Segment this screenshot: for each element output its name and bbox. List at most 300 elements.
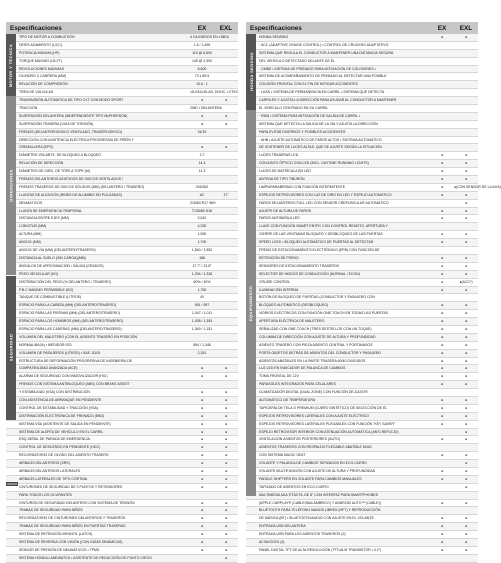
spec-value-ex (190, 334, 214, 341)
table-row (246, 373, 478, 381)
spec-label: COMPATIBILIDAD AVANZADA (ACE) (19, 366, 78, 371)
specs-table-right (246, 22, 501, 563)
spec-label: AIRBAGS LATERALES DE TIPO CORTINA (19, 476, 88, 481)
spec-value-ex: ● (200, 547, 204, 552)
spec-label: LIMPIAPARABRISAS CON FUNCIÓN INTERMITENTE (259, 184, 346, 189)
spec-label: PORTA OBJETOS DETRÁS DE ASIENTOS DEL CONDUCTOR Y PASAJERO (259, 350, 382, 355)
spec-value-exl: ● (464, 255, 468, 260)
spec-value-ex (430, 89, 454, 96)
table-row (6, 555, 238, 563)
spec-value-ex: ● (200, 145, 204, 150)
spec-value-ex (430, 492, 454, 499)
spec-label: ALTURA (MM) (19, 232, 42, 237)
spec-value-ex (430, 507, 454, 514)
spec-value-exl: ● (464, 326, 468, 331)
table-row (6, 263, 238, 271)
table-row (246, 279, 478, 287)
spec-value-exl (214, 263, 238, 270)
spec-value-exl: ● (224, 374, 228, 379)
spec-value-exl: ● (464, 366, 468, 371)
table-row (6, 81, 238, 89)
spec-label: SISTEMA HONDA LANEWATCH • ASISTENTE DE REDUCCIÓN DE PUNTO CIEGO (19, 555, 152, 560)
spec-value-ex: 2WD • DELANTERA (190, 106, 222, 111)
spec-value-exl: ● (464, 532, 468, 537)
spec-value-ex (430, 129, 454, 136)
spec-label: MULTIMEDIA MULTITÁCTIL DE 8" CON INTERFAZ PARA SMARTPHONES (259, 492, 378, 497)
table-row (6, 287, 238, 295)
table-row (6, 444, 238, 452)
spec-value-exl: ● (464, 461, 468, 466)
table-row (246, 247, 478, 255)
spec-value-ex: ● (440, 350, 444, 355)
table-row (6, 365, 238, 373)
spec-label: FRENO DE ESTACIONAMIENTO ELECTRÓNICO (EPB) CON FUNCIÓN DE (259, 248, 380, 253)
table-row (246, 397, 478, 405)
spec-label: BOTÓN DE BLOQUEO DE PUERTAS (CONDUCTOR Y PASAJERO CON (259, 295, 375, 300)
spec-value-exl: ● (464, 192, 468, 197)
spec-label: SPEED LOCK • BLOQUEO AUTOMÁTICO DE PUERTAS AL DETECTAR (259, 240, 374, 245)
spec-value-exl (454, 81, 478, 88)
spec-value-ex: 1,294 / 1,326 (191, 271, 213, 276)
spec-value-exl (214, 231, 238, 238)
spec-value-ex: ● (200, 437, 204, 442)
spec-label: TOMA FRONTAL DE 12V (259, 374, 299, 379)
spec-value-exl (454, 247, 478, 254)
spec-value-exl: ● (224, 145, 228, 150)
spec-value-exl (214, 279, 238, 286)
spec-value-ex: ● (200, 532, 204, 537)
spec-label: CINTURÓN DE SEGURIDAD DELANTERO CON SISTEMA DE TENSIÓN (19, 500, 135, 505)
spec-label: FAROS DELANTEROS FULL LED CON SENSOR CREPUSCULAR AUTOMÁTICO (259, 200, 389, 205)
table-row (246, 444, 478, 452)
spec-value-ex: 1,760 (197, 287, 207, 292)
table-row (6, 192, 238, 200)
spec-value-exl: ● (464, 208, 468, 213)
spec-value-exl (214, 247, 238, 254)
spec-label: ESPEJOS RETROVISORES LATERALES CON AJUSTE ELÉCTRICO (259, 413, 369, 418)
table-row (6, 429, 238, 437)
spec-value-exl: ● (224, 437, 228, 442)
spec-label: SUSPENSIÓN DELANTERA (INDEPENDIENTE TIPO McPHERSON) (19, 113, 128, 118)
specs-table-left (6, 22, 238, 563)
spec-value-ex: ● (200, 397, 204, 402)
spec-label: APERTURA ELÉCTRICA DE MALETERO (259, 319, 325, 324)
spec-value-exl: ● (224, 366, 228, 371)
spec-value-ex: ● (200, 429, 204, 434)
spec-value-ex: 2,261 (197, 350, 207, 355)
spec-label: AIRBAGS DELANTEROS LATERALES (19, 468, 81, 473)
spec-value-exl: ● (224, 468, 228, 473)
table-row (6, 231, 238, 239)
table-row (246, 523, 478, 531)
table-row (246, 160, 478, 168)
spec-value-ex (430, 42, 454, 49)
spec-value-exl (214, 81, 238, 88)
spec-value-exl: ● (464, 153, 468, 158)
spec-value-exl (454, 113, 478, 120)
spec-value-ex: ● (440, 232, 444, 237)
spec-label: · LKAS • SISTEMA DE PERMANENCIA EN CARRIL • SISTEMA QUE DETECTA (259, 90, 385, 95)
spec-label: TRACCIÓN (19, 106, 38, 111)
spec-label: FRENOS CON SISTEMA ANTIBLOQUEO (ABS) CON BRAKE ASSIST (19, 382, 130, 387)
spec-value-ex (430, 105, 454, 112)
spec-label: DISTANCIA AL SUELO (SIN CARGA)(MM) (19, 255, 86, 260)
table-row (6, 89, 238, 97)
spec-label: TAPIZADO DE ASIENTOS EN ECO-CUERO (259, 484, 329, 489)
table-row (6, 389, 238, 397)
spec-label: ANCHO (MM) (19, 240, 41, 245)
spec-value-ex (430, 444, 454, 451)
spec-value-exl: ● (464, 476, 468, 481)
spec-label: CRUISE CONTROL (259, 279, 291, 284)
spec-value-exl (214, 160, 238, 167)
spec-value-exl (214, 271, 238, 278)
spec-value-exl: ● (224, 484, 228, 489)
spec-label: RELACIÓN DE COMPRESIÓN (19, 82, 68, 87)
spec-value-exl: ● (464, 358, 468, 363)
spec-value-ex: ● (440, 374, 444, 379)
table-row (6, 373, 238, 381)
table-row (246, 231, 478, 239)
spec-label: DIÁMETRO VOLANTE, DE BLOQUEO A BLOQUEO (19, 153, 102, 158)
spec-value-ex (430, 97, 454, 104)
spec-value-ex (430, 144, 454, 151)
table-row (6, 113, 238, 121)
spec-value-exl: ● (464, 177, 468, 182)
table-row (6, 468, 238, 476)
spec-value-ex: ● (440, 437, 444, 442)
table-row (246, 176, 478, 184)
spec-label: COLUMNA DE DIRECCIÓN CON AJUSTE DE ALTURA Y PROFUNDIDAD (259, 334, 376, 339)
table-row (6, 334, 238, 342)
spec-value-exl (214, 137, 238, 144)
spec-label: ALTAVOCES (4) (259, 540, 285, 544)
spec-label: SISTEMA DE REVERSA CON VISIÓN (CON GUÍAS DINÁMICAS) (19, 540, 123, 544)
spec-label: LUZ LED EN INDICADOR DE PALANCA DE CAMBIOS (259, 366, 346, 371)
spec-label: AJUSTE DE ALTURA DE FAROS (259, 208, 312, 213)
table-row (246, 452, 478, 460)
section-band (6, 276, 16, 421)
spec-value-exl: ● (464, 540, 468, 544)
spec-value-ex: 14.4 (198, 161, 206, 166)
spec-label: ESTRUCTURA DE DEFORMACIÓN PROGRESIVA DE INGENIERÍA DE (19, 358, 133, 363)
table-row (246, 429, 478, 437)
spec-value-exl (214, 302, 238, 309)
table-row (6, 381, 238, 389)
spec-label: CILINDRO X CARRERA (MM) (19, 74, 67, 79)
spec-value-ex: ● (440, 303, 444, 308)
spec-label: TANQUE DE COMBUSTIBLE (LITROS) (19, 295, 82, 300)
spec-label: · CMBS • SISTEMA DE FRENADO PARA MITIGACIÓN DE COLISIONES • (259, 66, 376, 71)
spec-value-exl (214, 294, 238, 301)
spec-value-ex: ● (440, 192, 444, 197)
spec-value-ex: ● (200, 421, 204, 426)
spec-value-exl (454, 137, 478, 144)
table-row (246, 137, 478, 145)
spec-label: ILUMINACIÓN INTERNA (259, 287, 299, 292)
spec-label: DEL VEHÍCULO DETECTADO DELANTE DE ÉL (259, 58, 336, 63)
table-row (6, 176, 238, 184)
table-row (6, 350, 238, 358)
table-row (6, 239, 238, 247)
table-row (6, 73, 238, 81)
spec-label: ESPEJO RETROVISOR INTERIOR CON ATENUACIÓN AUTOMÁTICA (ANTI-REFLEJO) (259, 429, 399, 434)
spec-rows (6, 34, 238, 563)
spec-value-exl (214, 215, 238, 222)
spec-value-exl (214, 492, 238, 499)
spec-label: REVOLUCIONES MÁXIMAS (19, 66, 64, 71)
spec-value-exl: ● (464, 35, 468, 39)
header-exl: EXL (219, 24, 233, 32)
spec-value-exl (214, 184, 238, 191)
table-row (246, 358, 478, 366)
spec-label: FAROS ANTINIEBLA LED (259, 216, 300, 221)
spec-value-ex (430, 137, 454, 144)
table-row (246, 271, 478, 279)
spec-value-exl: ● (464, 319, 468, 324)
spec-value-exl (214, 152, 238, 159)
spec-value-exl: ● (224, 461, 228, 466)
table-row (246, 208, 478, 216)
spec-label: SELECTOR DE MODOS DE CONDUCCIÓN (NORMAL / ECON) (259, 271, 360, 276)
spec-value-exl (214, 66, 238, 73)
spec-label: BLUETOOTH PARA TELÉFONO MANOS LIBRES (HFT) Y REPRODUCCIÓN (259, 508, 381, 513)
spec-label: VOLUMEN DE PASAJEROS (LITROS) • SAE J1100 (19, 350, 101, 355)
table-row (246, 500, 478, 508)
table-row (6, 492, 238, 500)
table-row (246, 507, 478, 515)
header-ex: EX (437, 24, 447, 32)
spec-value-ex: 11.3 (198, 169, 206, 174)
spec-value-exl (214, 129, 238, 136)
spec-value-ex: 1,047 / 1,011 (191, 311, 213, 316)
section-label: DIMENSIONES (8, 169, 14, 202)
header-exl: EXL (459, 24, 473, 32)
spec-label: FRENOS TRASEROS DE DISCOS SÓLIDOS (MM) (DELANTERO / TRASERO) (19, 184, 145, 189)
spec-value-ex: ● (440, 169, 444, 174)
spec-value-ex: ● (440, 153, 444, 158)
spec-value-exl (214, 255, 238, 262)
spec-value-ex: 4 CILINDROS EN LÍNEA (190, 35, 229, 39)
spec-label: ANTENA DE TIPO TIBURÓN (259, 177, 305, 182)
spec-label: VOLUMEN DEL MALETERO (CON EL ASIENTO TRASERO EN POSICIÓN (19, 334, 138, 339)
spec-value-exl: ● (464, 263, 468, 268)
spec-value-exl (214, 58, 238, 65)
table-row (246, 255, 478, 263)
table-row (246, 334, 478, 342)
table-row (6, 547, 238, 555)
table-row (6, 200, 238, 208)
spec-value-exl (214, 168, 238, 175)
spec-value-exl: ● (464, 516, 468, 521)
table-row (246, 66, 478, 74)
spec-value-exl: ● (464, 200, 468, 205)
table-row (246, 113, 478, 121)
table-row (246, 50, 478, 58)
spec-value-exl: ● (464, 374, 468, 379)
table-row (246, 200, 478, 208)
table-row (246, 476, 478, 484)
table-row (246, 318, 478, 326)
header-ex: EX (197, 24, 207, 32)
spec-label: VOLANTE Y PALANCA DE CAMBIOS TAPIZADOS EN ECO-CUERO (259, 461, 368, 466)
table-row (6, 34, 238, 42)
spec-label: SISTEMA DE ACOMPAÑAMIENTO DE FRENADO AL DETECTAR UNA POSIBLE (259, 74, 387, 79)
table-row (6, 318, 238, 326)
spec-value-ex: ● (200, 121, 204, 126)
table-row (246, 342, 478, 350)
table-row (246, 294, 478, 302)
spec-value-ex: 186 (199, 255, 205, 260)
spec-value-exl (214, 310, 238, 317)
spec-value-ex: ● (440, 311, 444, 316)
spec-label: PADDLE SHIFTERS EN VOLANTE PARA CAMBIOS MANUALES (259, 476, 362, 481)
spec-value-ex (430, 429, 454, 436)
table-row (6, 421, 238, 429)
spec-label: CON SISTEMA MAGIC SEAT (259, 453, 306, 458)
spec-value-exl: ●(ACC*) (459, 279, 473, 284)
spec-value-ex: ● (440, 476, 444, 481)
spec-value-exl (454, 89, 478, 96)
spec-label: CIERRE DE LAS VENTANAS BLOQUEO Y DESBLOQUEO DE LAS PUERTAS (259, 232, 383, 237)
spec-value-ex: 16" (199, 192, 205, 197)
table-row (6, 255, 238, 263)
table-row (6, 539, 238, 547)
spec-value-exl: ● (224, 421, 228, 426)
spec-value-ex: ● (440, 421, 444, 426)
spec-label: VOLANTE MULTIFUNCIÓN CON AJUSTE DE ALTURA Y PROFUNDIDAD (259, 468, 376, 473)
table-row (246, 105, 478, 113)
spec-value-exl: ● (224, 508, 228, 513)
spec-label: PARASOLES INTEGRADOS PARA CELULARES (259, 382, 336, 387)
spec-value-ex: 16-VÁLVULAS, DOHC, i-VTEC (190, 90, 239, 95)
spec-value-exl: ● (464, 405, 468, 410)
spec-value-ex: ● (200, 540, 204, 544)
table-row (246, 547, 478, 555)
table-row (6, 500, 238, 508)
table-row (6, 168, 238, 176)
spec-value-exl: ● (224, 453, 228, 458)
spec-label: NEUMÁTICOS (19, 200, 43, 205)
spec-label: ÁNGULOS DE APROXIMACIÓN / SALIDA (GRADOS) (19, 263, 104, 268)
spec-label: CONJUNTO ÓPTICO CON LED (INCL. DAYTIME RUNNING LIGHTS) (259, 161, 369, 166)
table-row (246, 555, 478, 563)
table-row (6, 397, 238, 405)
spec-value-ex: ● (200, 484, 204, 489)
spec-label: SISTEMA QUE REGULA EL CONDUCTOR A MANTENER UNA DISTANCIA SEGURA (259, 50, 394, 55)
spec-value-exl (454, 66, 478, 73)
spec-value-ex: 4,330 (197, 224, 207, 229)
spec-value-exl: ● (224, 555, 228, 560)
spec-label: CINTURONES DE SEGURIDAD DE 3 PUNTOS Y RETENSORES (19, 484, 123, 489)
table-row (246, 223, 478, 231)
spec-label: SENSOR DE PRESIÓN DE NEUMÁTICOS • TPMS (19, 547, 100, 552)
spec-rows (246, 34, 501, 563)
brand-logo: HONDA (6, 482, 18, 486)
spec-value-exl: ● (464, 413, 468, 418)
spec-label: RETENCIÓN DE FRENO (259, 255, 299, 260)
spec-value-ex: 73 x 89.5 (194, 74, 210, 79)
spec-label: CARRILES Y AJUSTA LA DIRECCIÓN PARA AYUDAR AL CONDUCTOR A MANTENER (259, 98, 397, 103)
spec-label: LLANTAS DE ALEACIÓN (RINES DE ALUMINIO EN PULGADAS) (19, 192, 123, 197)
spec-value-exl (454, 294, 478, 301)
spec-label: EL VEHÍCULO CENTRADO EN SU CARRIL (259, 106, 329, 111)
spec-label: TAPICERÍA DE TELA O PREMIUM (CUERO SINTÉTICO) DE SELECCIÓN DE ÉL (259, 405, 388, 410)
spec-value-exl (214, 176, 238, 183)
table-row (6, 105, 238, 113)
spec-value-ex: ● (200, 461, 204, 466)
spec-value-exl: ●(CON SENSOR DE LLUVIA) (454, 184, 501, 189)
table-row (6, 326, 238, 334)
table-row (246, 413, 478, 421)
table-row (246, 365, 478, 373)
spec-value-ex: 2,610 (197, 216, 207, 221)
spec-value-ex (430, 66, 454, 73)
spec-label: DE MÚSICA (BT) • BLUETOOTH/AUDIO CON AJUSTE EN EL VOLANTE (259, 516, 374, 521)
spec-label: ASIENTO TRASERO CON PIEZA ASIENTO CENTRAL Y PORTAVASOS (259, 342, 373, 347)
spec-label: COLISIÓN FRONTAL CON EL FIN DE MITIGAR ACCIDENTES (259, 82, 358, 87)
spec-value-ex: ● (440, 453, 444, 458)
spec-value-ex: ● (200, 374, 204, 379)
table-row (246, 310, 478, 318)
table-row (6, 358, 238, 366)
spec-value-exl: ● (464, 240, 468, 245)
spec-value-ex: ● (200, 468, 204, 473)
spec-value-ex: ● (440, 413, 444, 418)
spec-label: SISTEMA QUE DETECTA LA SALIDA DE LA VÍA Y AJUSTA LA DIRECCIÓN (259, 121, 378, 126)
spec-value-exl (454, 555, 478, 562)
spec-value-exl: ● (464, 161, 468, 166)
spec-value-ex: ● (440, 208, 444, 213)
spec-value-ex: 17.7° / 21.8° (192, 263, 212, 268)
spec-label: CLIMATIZADOR DIGITAL (DUAL ZONE) CON FUNCIÓN DE AJUSTE (259, 390, 368, 395)
spec-value-ex: 991 / 957 (194, 303, 210, 308)
table-row (246, 192, 478, 200)
spec-label (246, 555, 430, 562)
spec-label: TIPO DE MOTOR A COMBUSTIÓN (19, 35, 75, 39)
table-row (6, 184, 238, 192)
table-header (246, 22, 478, 34)
spec-label: ENTRADA USB PARA LOS ASIENTOS TRASEROS (2) (259, 532, 346, 537)
spec-value-ex: ● (440, 35, 444, 39)
spec-label: AUTOMÁTICO DE TEMPERATURA (259, 397, 316, 402)
spec-label: CON ASISTENCIA DE ARRANQUE EN PENDIENTE (19, 397, 102, 402)
spec-label: VENTILACIÓN ASIENTOS POSTERIORES (AUTO) (259, 437, 340, 442)
spec-value-exl: ● (464, 169, 468, 174)
spec-value-ex: ● (440, 382, 444, 387)
spec-label: ENTRADA USB DELANTERA (259, 524, 306, 529)
table-header (6, 22, 238, 34)
spec-label: LLANTA DE EMERGENCIA TEMPORAL (19, 208, 83, 213)
spec-label: SUSPENSIÓN TRASERA (VIGA DE TORSIÓN) (19, 121, 94, 126)
spec-value-exl: ● (464, 382, 468, 387)
spec-value-exl (454, 223, 478, 230)
spec-value-exl: ● (464, 342, 468, 347)
spec-value-ex: ● (440, 516, 444, 521)
spec-label: LONGITUD (MM) (19, 224, 47, 229)
spec-label: ANCHO DE VÍA (MM) (DELANTERO/TRASERO) (19, 248, 96, 253)
spec-value-exl (214, 342, 238, 349)
table-row (6, 515, 238, 523)
spec-value-ex (190, 137, 214, 144)
spec-label: TRANSMISIÓN AUTOMÁTICA DE TIPO CVT CON MODO SPORT (19, 98, 124, 103)
spec-value-exl: ● (464, 311, 468, 316)
spec-value-exl: ● (224, 98, 228, 103)
table-row (246, 58, 478, 66)
spec-value-ex: 1.5 / 1,496 (193, 42, 211, 47)
table-row (246, 263, 478, 271)
spec-value-ex (430, 200, 454, 207)
